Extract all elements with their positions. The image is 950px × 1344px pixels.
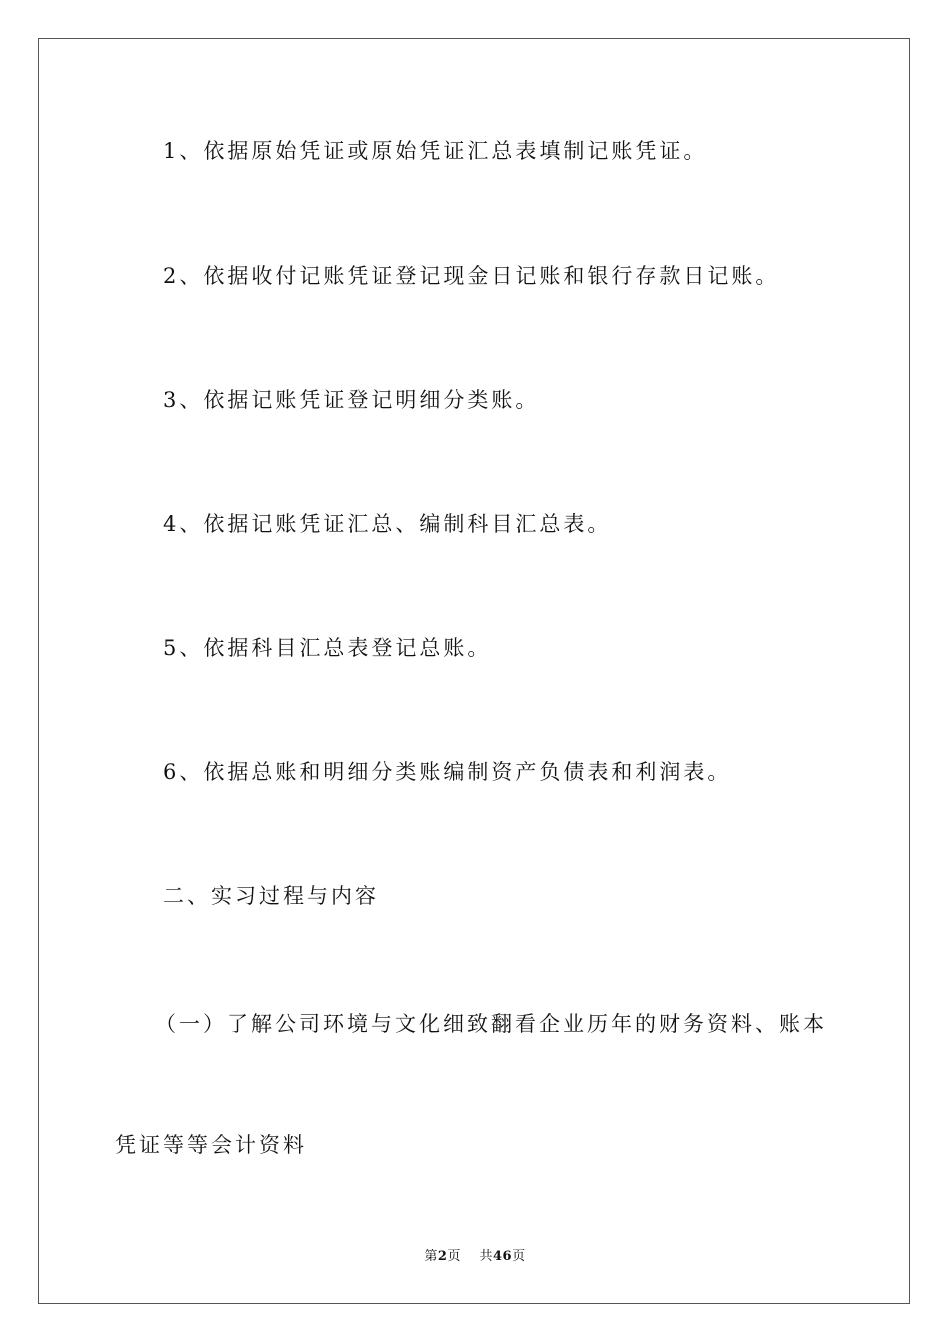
footer-total-suffix: 页 bbox=[512, 1249, 526, 1264]
footer-page-number: 2 bbox=[437, 1249, 448, 1264]
paragraph-step-1: 1、依据原始凭证或原始凭证汇总表填制记账凭证。 bbox=[163, 139, 708, 163]
footer-page-suffix: 页 bbox=[447, 1249, 461, 1264]
paragraph-step-4: 4、依据记账凭证汇总、编制科目汇总表。 bbox=[163, 512, 612, 536]
footer-total-prefix: 共 bbox=[479, 1249, 493, 1264]
paragraph-step-6: 6、依据总账和明细分类账编制资产负债表和利润表。 bbox=[163, 760, 732, 784]
footer-total-pages: 46 bbox=[493, 1249, 513, 1264]
paragraph-step-2: 2、依据收付记账凭证登记现金日记账和银行存款日记账。 bbox=[163, 264, 780, 288]
page-footer bbox=[0, 1248, 950, 1266]
page-border bbox=[38, 38, 910, 1304]
paragraph-continuation: 凭证等等会计资料 bbox=[115, 1133, 307, 1157]
section-heading: 二、实习过程与内容 bbox=[163, 884, 379, 908]
paragraph-subsection-1: （一）了解公司环境与文化细致翻看企业历年的财务资料、账本 bbox=[155, 1012, 827, 1036]
paragraph-step-5: 5、依据科目汇总表登记总账。 bbox=[163, 636, 492, 660]
footer-page-prefix: 第 bbox=[424, 1249, 438, 1264]
paragraph-step-3: 3、依据记账凭证登记明细分类账。 bbox=[163, 388, 540, 412]
